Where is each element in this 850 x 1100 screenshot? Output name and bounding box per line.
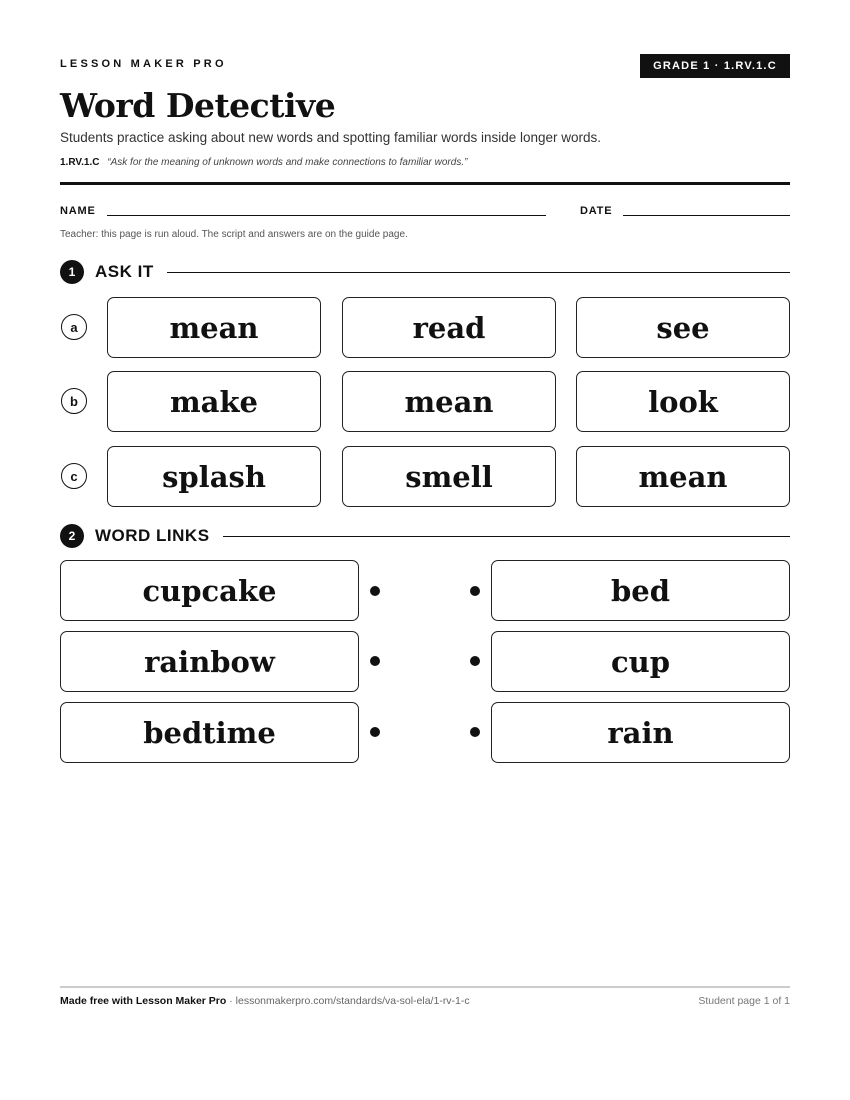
section-number-badge: 2 xyxy=(60,524,84,548)
date-field[interactable] xyxy=(623,215,790,216)
right-connector-dot[interactable] xyxy=(470,727,480,737)
brand-name: LESSON MAKER PRO xyxy=(60,58,227,70)
word-card[interactable]: splash xyxy=(107,446,321,507)
teacher-note: Teacher: this page is run aloud. The script and answers are on the guide page. xyxy=(60,229,408,240)
standard-description: “Ask for the meaning of unknown words and make connections to familiar words.” xyxy=(107,157,468,168)
footer-url[interactable]: · lessonmakerpro.com/standards/va-sol-ela/1-rv-1-c xyxy=(226,995,470,1007)
word-card[interactable]: make xyxy=(107,371,321,432)
compound-word-card[interactable]: bedtime xyxy=(60,702,359,763)
left-connector-dot[interactable] xyxy=(370,656,380,666)
word-card[interactable]: mean xyxy=(576,446,790,507)
footer-divider xyxy=(60,986,790,988)
row-letter-b: b xyxy=(61,388,87,414)
section-word-links-header xyxy=(60,524,790,548)
familiar-word-card[interactable]: bed xyxy=(491,560,790,621)
section-ask-it-header xyxy=(60,260,790,284)
section-title: ASK IT xyxy=(95,262,154,281)
compound-word-card[interactable]: cupcake xyxy=(60,560,359,621)
header-divider xyxy=(60,182,790,185)
worksheet-page xyxy=(60,0,790,1100)
grade-badge: GRADE 1 · 1.RV.1.C xyxy=(640,54,790,78)
page-title: Word Detective xyxy=(60,86,336,125)
word-card[interactable]: mean xyxy=(107,297,321,358)
right-connector-dot[interactable] xyxy=(470,656,480,666)
section-number-badge: 1 xyxy=(60,260,84,284)
footer-made-with: Made free with Lesson Maker Pro xyxy=(60,995,227,1007)
left-connector-dot[interactable] xyxy=(370,727,380,737)
row-letter-c: c xyxy=(61,463,87,489)
section-divider xyxy=(223,536,790,537)
section-title: WORD LINKS xyxy=(95,526,210,545)
right-connector-dot[interactable] xyxy=(470,586,480,596)
standard-code: 1.RV.1.C xyxy=(60,157,100,168)
word-card[interactable]: smell xyxy=(342,446,556,507)
date-label: DATE xyxy=(580,205,613,217)
word-card[interactable]: read xyxy=(342,297,556,358)
compound-word-card[interactable]: rainbow xyxy=(60,631,359,692)
footer-credit xyxy=(60,995,470,1007)
word-card[interactable]: look xyxy=(576,371,790,432)
left-connector-dot[interactable] xyxy=(370,586,380,596)
familiar-word-card[interactable]: rain xyxy=(491,702,790,763)
name-label: NAME xyxy=(60,205,96,217)
word-card[interactable]: mean xyxy=(342,371,556,432)
page-subtitle: Students practice asking about new words and spotting familiar words inside longer words. xyxy=(60,130,602,145)
row-letter-a: a xyxy=(61,314,87,340)
name-field[interactable] xyxy=(107,215,546,216)
standard-line xyxy=(60,157,467,168)
footer-page-info: Student page 1 of 1 xyxy=(698,995,790,1007)
word-card[interactable]: see xyxy=(576,297,790,358)
section-divider xyxy=(167,272,790,273)
familiar-word-card[interactable]: cup xyxy=(491,631,790,692)
